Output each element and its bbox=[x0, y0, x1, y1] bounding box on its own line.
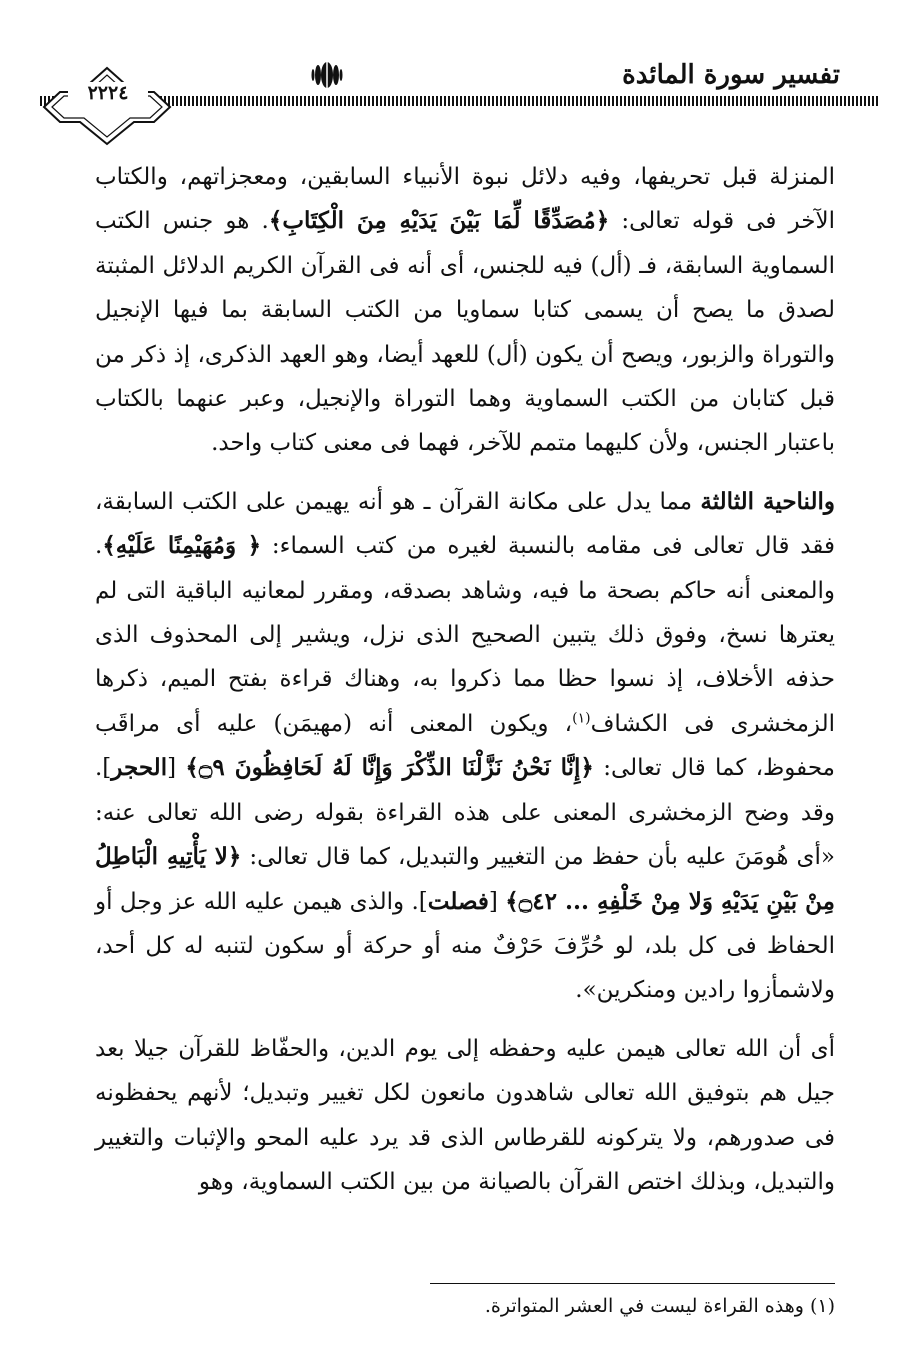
text-run: المنزلة قبل تحريفها، وفيه دلائل نبوة الأنبياء السابقين، ومعجزاتهم، والكتاب الآخر فى قوله تعالى: bbox=[95, 164, 835, 235]
quran-verse: ﴿لا يَأْتِيهِ الْبَاطِلُ مِنْ بَيْنِ يَدَيْهِ وَلا مِنْ خَلْفِهِ ... ۝٤٢﴾ bbox=[95, 843, 835, 915]
text-run: [ bbox=[488, 888, 506, 915]
text-run: ]. والذى هيمن عليه الله عز وجل أو الحفاظ فى كل بلد، لو حُرِّفَ حَرْفٌ منه أو حركة أو سكون لتنبه له كل أحد، ولاشمأزوا رادين ومنكرين». bbox=[95, 888, 836, 1004]
bold-phrase: والناحية الثالثة bbox=[700, 487, 835, 515]
page-number: ٢٢٢٤ bbox=[68, 82, 148, 104]
paragraph bbox=[95, 155, 835, 466]
main-text bbox=[95, 155, 835, 1204]
text-run: [ bbox=[167, 755, 186, 782]
text-run: أى أن الله تعالى هيمن عليه وحفظه إلى يوم الدين، والحفّاظ للقرآن جيلا بعد جيل هم بتوفيق الله تعالى شاهدون مانعون لكل تغيير وتبديل؛ لأنهم يحفظونه فى صدورهم، ولا يتركونه للقرطاس الذى قد يرد عليه المحو والإثبات والتغيير والتبديل، وبذلك اختص القرآن بالصيانة من بين الكتب السماوية، وهو bbox=[95, 1035, 835, 1195]
running-title: تفسير سورة المائدة bbox=[622, 60, 840, 90]
page-number-badge bbox=[40, 66, 175, 146]
footnote-separator bbox=[430, 1283, 835, 1284]
quran-verse: ﴿إِنَّا نَحْنُ نَزَّلْنَا الذِّكْرَ وَإِنَّا لَهُ لَحَافِظُونَ ۝٩﴾ bbox=[185, 754, 594, 782]
text-run: ، ويكون المعنى أنه (مهيمَن) عليه أى مراقَب محفوظ، كما قال تعالى: bbox=[95, 710, 835, 782]
quran-verse: ﴿ وَمُهَيْمِنًا عَلَيْهِ﴾ bbox=[102, 532, 262, 560]
page-header bbox=[40, 52, 880, 147]
floral-ornament-icon bbox=[310, 58, 344, 92]
paragraph bbox=[95, 1027, 835, 1205]
text-run: ]. وقد وضح الزمخشرى المعنى على هذه القراءة بقوله رضى الله تعالى عنه: «أى هُومَنَ عليه بأن حفظ من التغيير والتبديل، كما قال تعالى: bbox=[95, 755, 835, 871]
text-run: . والمعنى أنه حاكم بصحة ما فيه، وشاهد بصدقه، ومقرر لمعانيه الباقية التى لم يعترها نسخ، وفوق ذلك يتبين الصحيح الذى نزل، ويشير إلى المحذوف الذى حذفه الأخلاف، إذ نسوا حظا مما ذكروا به، وهناك قراءة بفتح الميم، ذكرها الزمخشرى فى الكشاف bbox=[95, 533, 835, 737]
bold-phrase: فصلت bbox=[427, 887, 489, 915]
text-run: . هو جنس الكتب السماوية السابقة، فـ (أل) فيه للجنس، أى أنه فى القرآن الكريم الدلائل المثبتة لصدق ما يصح أن يسمى كتابا سماويا من الكتب السابقة بما فيها الإنجيل والتوراة والزبور، ويصح أن يكون (أل) للعهد أيضا، وهو العهد الذكرى، إذ ذكر من قبل كتابان من الكتب السماوية وهما التوراة والإنجيل، وعبر عنهما بالكتاب باعتبار الجنس، ولأن كليهما متمم للآخر، فهما فى معنى كتاب واحد. bbox=[95, 208, 835, 457]
quran-verse: ﴿مُصَدِّقًا لِّمَا بَيْنَ يَدَيْهِ مِنَ الْكِتَابِ﴾ bbox=[268, 207, 610, 235]
footnote: (١) وهذه القراءة ليست في العشر المتواترة. bbox=[484, 1295, 835, 1317]
paragraph bbox=[95, 480, 835, 1013]
footnote-marker: (١) bbox=[572, 710, 591, 727]
bold-phrase: الحجر bbox=[111, 754, 168, 782]
text-run: مما يدل على مكانة القرآن ـ هو أنه يهيمن على الكتب السابقة، فقد قال تعالى فى مقامه بالنسبة لغيره من كتب السماء: bbox=[95, 488, 835, 560]
